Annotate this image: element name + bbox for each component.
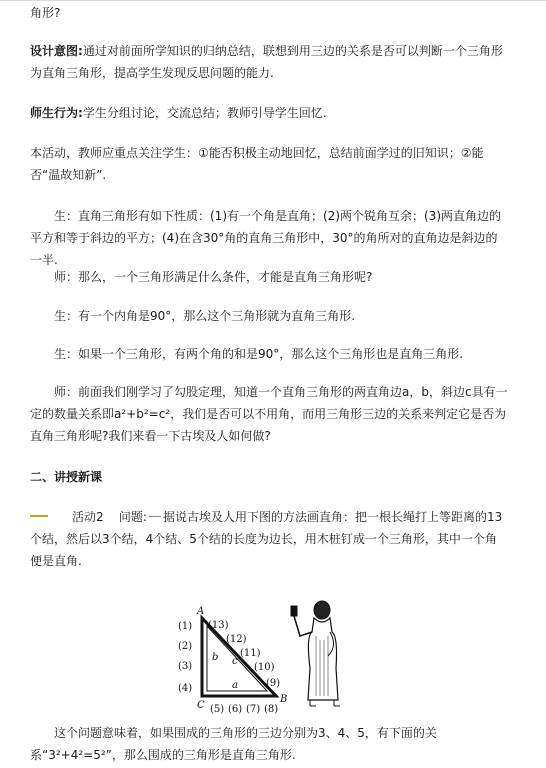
student-answer-1-paragraph: 生：有一个内角是90°，那么这个三角形就为直角三角形. — [54, 309, 356, 323]
behavior-label: 师生行为: — [30, 106, 83, 120]
knot-label-6: (6) — [228, 704, 243, 714]
question-blank — [149, 516, 161, 517]
rope-triangle-diagram — [170, 596, 370, 714]
knot-label-5: (5) — [210, 704, 225, 714]
teacher-intro-paragraph: 师：前面我们刚学习了勾股定理，知道一个直角三角形的两直角边a，b，斜边c具有一定的数量关系即a²+b²=c²，我们是否可以不用角，而用三角形三边的关系来判定它是否为直角三角形呢?我们来看一下古埃及人如何做? — [30, 385, 508, 443]
page-top-border — [0, 0, 546, 1]
knot-label-1: (1) — [178, 621, 193, 632]
knot-label-8: (8) — [264, 704, 279, 714]
side-b-label: b — [212, 652, 219, 663]
side-c-label: c — [232, 656, 238, 667]
activity-focus-paragraph: 本活动，教师应重点关注学生：①能否积极主动地回忆，总结前面学过的旧知识；②能否“温故知新”. — [30, 146, 484, 182]
knot-label-12: (12) — [226, 634, 247, 645]
teacher-question-paragraph: 师：那么，一个三角形满足什么条件，才能是直角三角形呢? — [54, 270, 373, 284]
vertex-b-label: B — [280, 694, 288, 705]
design-intent-label: 设计意图: — [30, 44, 83, 58]
knot-label-3: (3) — [178, 661, 193, 672]
section-title: 二、讲授新课 — [30, 470, 103, 484]
knot-label-2: (2) — [178, 641, 193, 652]
line-top-text: 角形? — [30, 6, 61, 20]
behavior-text: 学生分组讨论，交流总结；教师引导学生回忆. — [82, 106, 327, 120]
activity-2-paragraph — [30, 506, 508, 572]
question-label: 问题: — [118, 510, 147, 524]
knot-label-13: (13) — [208, 620, 229, 631]
vertex-c-label: C — [197, 700, 205, 711]
student-answer-2-paragraph: 生：如果一个三角形，有两个角的和是90°，那么这个三角形也是直角三角形. — [54, 347, 464, 361]
knot-label-4: (4) — [178, 683, 193, 694]
student-properties-paragraph: 生：直角三角形有如下性质：(1)有一个角是直角；(2)两个锐角互余；(3)两直角边的平方和等于斜边的平方；(4)在含30°角的直角三角形中，30°的角所对的直角边是斜边的一半. — [30, 209, 501, 267]
knot-label-9: (9) — [266, 678, 281, 689]
knot-label-7: (7) — [246, 704, 261, 714]
design-intent-text: 通过对前面所学知识的归纳总结，联想到用三边的关系是否可以判断一个三角形为直角三角形，提高学生发现反思问题的能力. — [30, 44, 503, 80]
knot-label-10: (10) — [254, 662, 275, 673]
egyptian-rope-figure — [170, 596, 370, 714]
design-intent-paragraph — [30, 40, 508, 84]
activity-2-label: 活动2 — [72, 510, 104, 524]
vertex-a-label: A — [197, 606, 205, 617]
underline-blank — [30, 515, 48, 517]
knot-label-11: (11) — [240, 648, 261, 659]
activity-2-text: 据说古埃及人用下图的方法画直角：把一根长绳打上等距离的13个结，然后以3个结，4个结、5个结的长度为边长，用木桩钉成一个三角形，其中一个角便是直角. — [30, 510, 503, 568]
side-a-label: a — [232, 680, 238, 691]
egyptian-figure-illustration — [291, 601, 340, 706]
teacher-student-behavior-paragraph — [30, 102, 508, 124]
conclusion-paragraph: 这个问题意味着，如果围成的三角形的三边分别为3、4、5，有下面的关系“3²+4²=5²”，那么围成的三角形是直角三角形. — [30, 726, 437, 762]
